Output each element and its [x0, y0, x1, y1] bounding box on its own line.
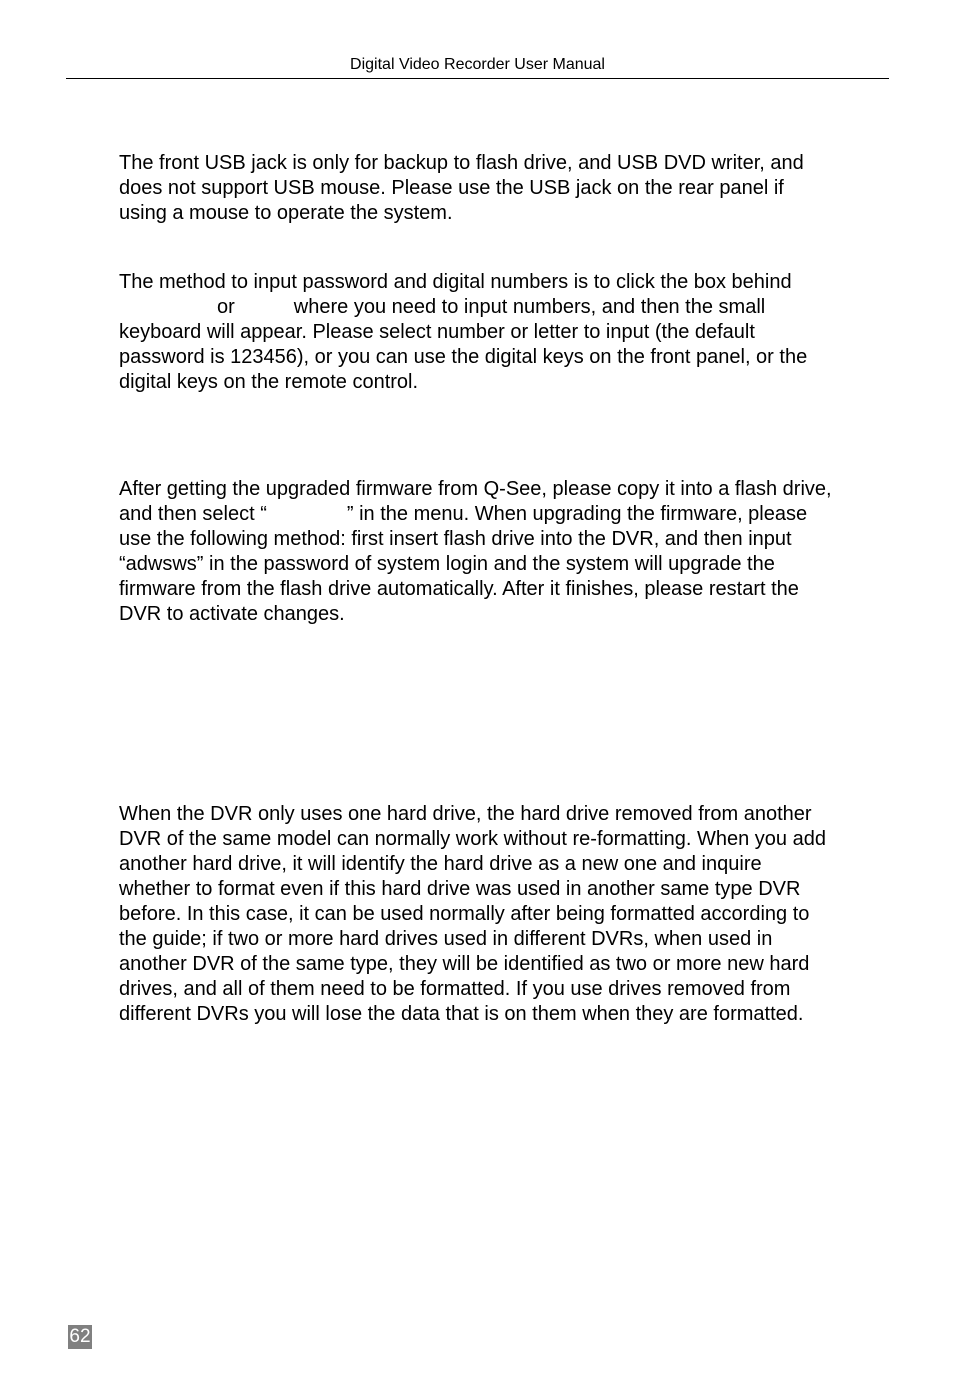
text-fragment: or — [217, 296, 235, 318]
text-line: digital keys on the remote control. — [119, 371, 419, 393]
text-line: DVR of the same model can normally work without re-formatting. When you add — [119, 828, 826, 850]
text-line: The method to input password and digital numbers is to click the box behind — [119, 271, 792, 293]
text-line: “adwsws” in the password of system login and the system will upgrade the — [119, 553, 775, 575]
text-line — [119, 295, 807, 320]
text-line: another hard drive, it will identify the hard drive as a new one and inquire — [119, 853, 762, 875]
text-line: password is 123456), or you can use the digital keys on the front panel, or the — [119, 346, 808, 368]
text-line: using a mouse to operate the system. — [119, 202, 453, 224]
text-line: firmware from the flash drive automatically. After it finishes, please restart the — [119, 578, 799, 600]
text-line: the guide; if two or more hard drives used in different DVRs, when used in — [119, 928, 773, 950]
text-line: different DVRs you will lose the data that is on them when they are formatted. — [119, 1003, 804, 1025]
text-line: before. In this case, it can be used normally after being formatted according to — [119, 903, 810, 925]
password-paragraph — [119, 270, 807, 395]
text-line — [119, 502, 832, 527]
text-line: drives, and all of them need to be formatted. If you use drives removed from — [119, 978, 791, 1000]
text-line: After getting the upgraded firmware from Q-See, please copy it into a flash drive, — [119, 478, 832, 500]
header-title: Digital Video Recorder User Manual — [350, 56, 605, 73]
text-fragment: where you need to input numbers, and then the small — [293, 296, 766, 318]
text-line: When the DVR only uses one hard drive, the hard drive removed from another — [119, 803, 812, 825]
text-fragment: ” in the menu. When upgrading the firmware, please — [346, 503, 808, 525]
firmware-paragraph — [119, 477, 832, 627]
usb-jack-paragraph — [119, 151, 804, 226]
text-fragment: and then select “ — [119, 503, 267, 525]
text-line: DVR to activate changes. — [119, 603, 345, 625]
text-line: The front USB jack is only for backup to flash drive, and USB DVD writer, and — [119, 152, 804, 174]
text-line: does not support USB mouse. Please use the USB jack on the rear panel if — [119, 177, 784, 199]
text-line: whether to format even if this hard drive was used in another same type DVR — [119, 878, 801, 900]
text-line: keyboard will appear. Please select number or letter to input (the default — [119, 321, 755, 343]
page-header — [66, 54, 889, 79]
text-line: another DVR of the same type, they will be identified as two or more new hard — [119, 953, 810, 975]
text-line: use the following method: first insert flash drive into the DVR, and then input — [119, 528, 792, 550]
page-number: 62 — [69, 1326, 91, 1347]
hard-drive-paragraph — [119, 802, 826, 1027]
